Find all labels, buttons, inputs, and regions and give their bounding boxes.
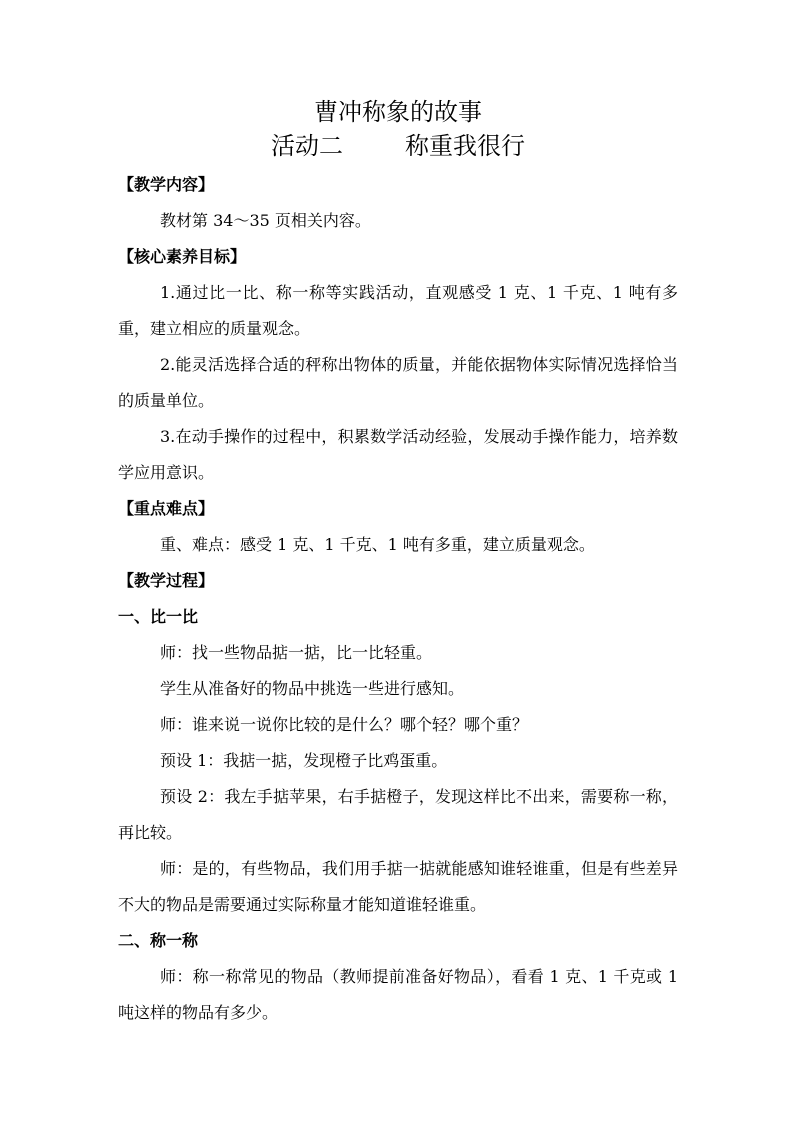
goal-item-2: 2.能灵活选择合适的秤称出物体的质量，并能依据物体实际情况选择恰当的质量单位。 — [118, 355, 678, 410]
paragraph: 师：是的，有些物品，我们用手掂一掂就能感知谁轻谁重，但是有些差异不大的物品是需要通过实际称量才能知道谁轻谁重。 — [118, 859, 678, 914]
document-title: 曹冲称象的故事 — [314, 98, 482, 126]
paragraph: 学生从准备好的物品中挑选一些进行感知。 — [160, 679, 465, 698]
paragraph: 师：找一些物品掂一掂，比一比轻重。 — [160, 643, 433, 662]
paragraph: 预设 2：我左手掂苹果，右手掂橙子，发现这样比不出来，需要称一称，再比较。 — [118, 787, 678, 842]
paragraph: 预设 1：我掂一掂，发现橙子比鸡蛋重。 — [160, 751, 448, 770]
document-subtitle — [118, 129, 678, 163]
paragraph: 师：谁来说一说你比较的是什么？哪个轻？哪个重？ — [160, 715, 529, 734]
paragraph: 师：称一称常见的物品（教师提前准备好物品），看看 1 克、1 千克或 1 吨这样的物品有多少。 — [118, 967, 678, 1022]
content-heading: 【教学内容】 — [118, 175, 215, 194]
document-page — [118, 95, 678, 1031]
key-points-text: 重、难点：感受 1 克、1 千克、1 吨有多重，建立质量观念。 — [160, 535, 595, 554]
part-one-heading: 一、比一比 — [118, 607, 199, 626]
goal-item-1: 1.通过比一比、称一称等实践活动，直观感受 1 克、1 千克、1 吨有多重，建立相应的质量观念。 — [118, 283, 678, 338]
goal-item-3: 3.在动手操作的过程中，积累数学活动经验，发展动手操作能力，培养数学应用意识。 — [118, 427, 678, 482]
subtitle-activity: 活动二 — [271, 132, 343, 160]
content-text: 教材第 34～35 页相关内容。 — [160, 211, 371, 230]
goals-heading: 【核心素养目标】 — [118, 247, 247, 266]
subtitle-topic: 称重我很行 — [405, 132, 525, 160]
process-heading: 【教学过程】 — [118, 571, 215, 590]
part-two-heading: 二、称一称 — [118, 931, 199, 950]
key-points-heading: 【重点难点】 — [118, 499, 215, 518]
